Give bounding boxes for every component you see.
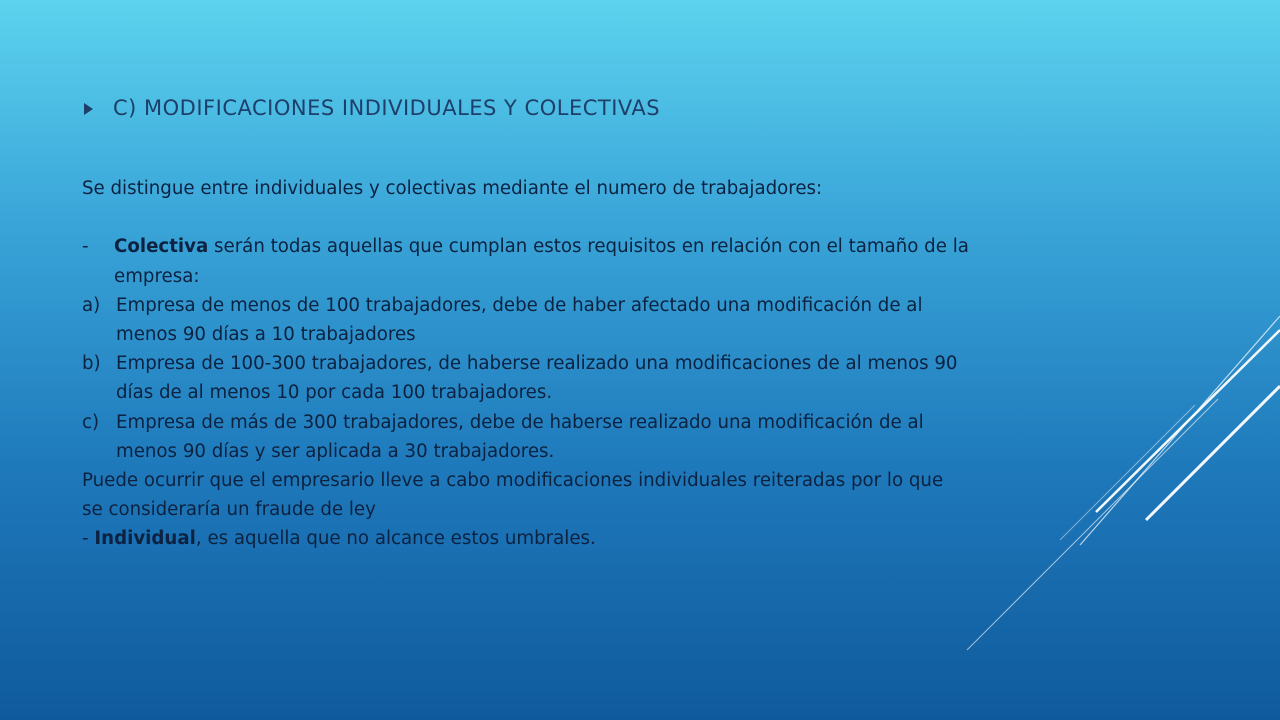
list-item-line1: Empresa de más de 300 trabajadores, debe de haberse realizado una modificación de al: [116, 411, 924, 433]
list-item-line1: Empresa de 100-300 trabajadores, de haberse realizado una modificaciones de al menos 90: [116, 353, 958, 375]
list-marker: c): [82, 411, 100, 433]
list-marker: b): [82, 353, 101, 375]
individual-term: Individual: [94, 528, 196, 550]
list-item-a: [82, 291, 1222, 349]
colectiva-item: [82, 232, 1222, 290]
slide-title-row: [84, 90, 660, 126]
list-item-c: [82, 408, 1222, 466]
colectiva-line1: serán todas aquellas que cumplan estos requisitos en relación con el tamaño de la: [208, 236, 969, 258]
list-item-line2: menos 90 días a 10 trabajadores: [116, 324, 416, 345]
colectiva-term: Colectiva: [114, 236, 209, 258]
list-item-line2: menos 90 días y ser aplicada a 30 trabajadores.: [116, 440, 555, 462]
list-marker: -: [82, 236, 89, 258]
fraude-line1: Puede ocurrir que el empresario lleve a cabo modificaciones individuales reiteradas por lo que: [82, 470, 944, 492]
list-item-line2: días de al menos 10 por cada 100 trabajadores.: [116, 382, 553, 404]
slide-body: [82, 174, 1222, 554]
list-marker: a): [82, 294, 101, 316]
fraude-line2: se consideraría un fraude de ley: [82, 499, 376, 521]
intro-text: Se distingue entre individuales y colectivas mediante el numero de trabajadores:: [82, 178, 823, 199]
list-item-line1: Empresa de menos de 100 trabajadores, debe de haber afectado una modificación de al: [116, 294, 923, 316]
colectiva-line2: empresa:: [114, 265, 200, 287]
individual-item: [82, 524, 1222, 553]
list-item-b: [82, 349, 1222, 407]
individual-prefix: -: [82, 528, 95, 550]
individual-text: , es aquella que no alcance estos umbrales.: [195, 528, 596, 550]
slide-title: C) MODIFICACIONES INDIVIDUALES Y COLECTIVAS: [113, 96, 661, 120]
right-triangle-bullet-icon: [84, 103, 93, 115]
